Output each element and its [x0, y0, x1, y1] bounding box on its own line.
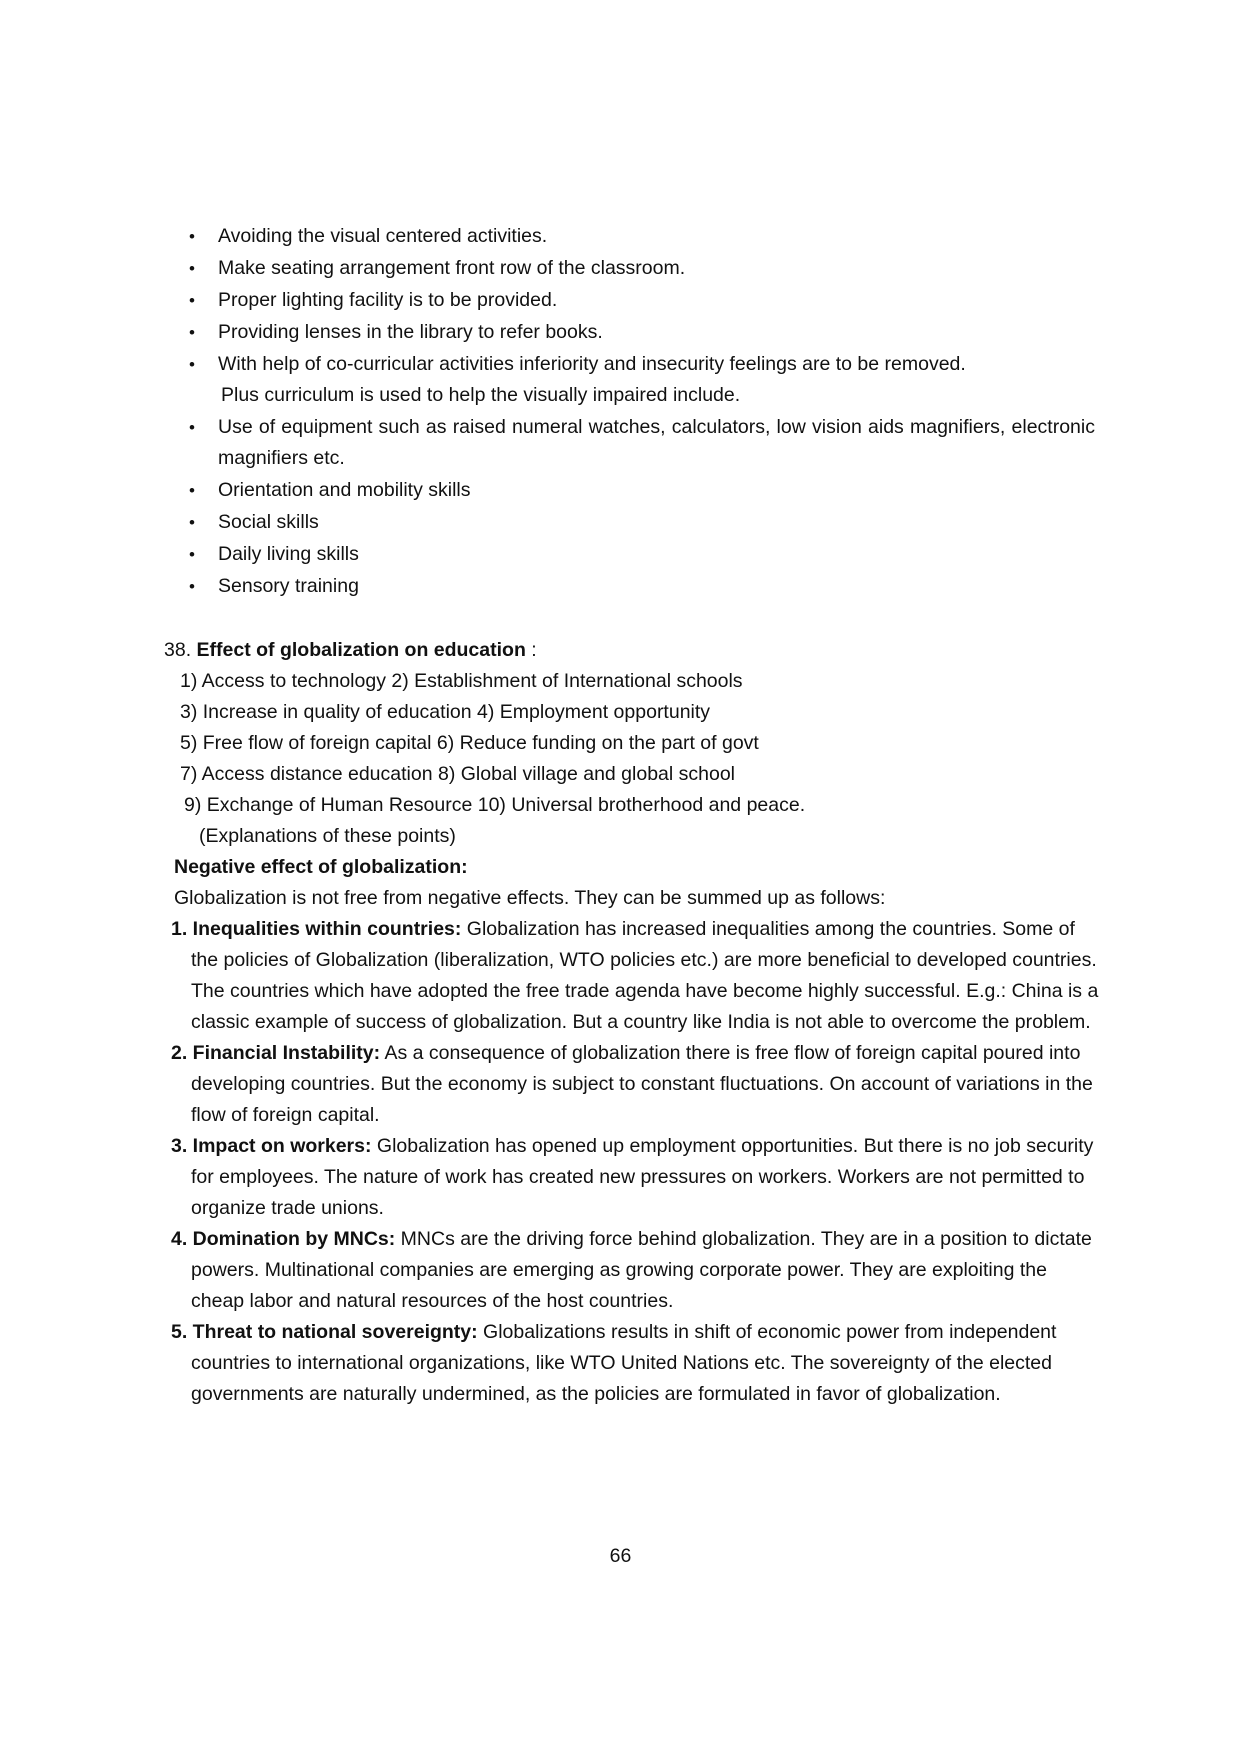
- item-text: As a consequence of globalization there is free flow of foreign capital poured into developing countries. But the economy is subject to constant fluctuations. On account of variations in the flow of foreign capital.: [191, 1042, 1093, 1126]
- page-number: 66: [609, 1545, 632, 1567]
- list-item: [180, 349, 1095, 411]
- bullet-icon: •: [189, 513, 195, 532]
- list-item: [164, 1038, 1104, 1131]
- bullet-icon: •: [189, 545, 195, 564]
- point-line: 3) Increase in quality of education 4) Employment opportunity: [180, 701, 711, 723]
- bullet-icon: •: [189, 323, 195, 342]
- point-line: 9) Exchange of Human Resource 10) Universal brotherhood and peace.: [184, 794, 806, 816]
- negative-effects-intro: Globalization is not free from negative effects. They can be summed up as follows:: [174, 887, 886, 909]
- item-text: MNCs are the driving force behind globalization. They are in a position to dictate powers. Multinational companies are emerging as growing corporate power. They are exploiting the cheap labor and natural resources of the host countries.: [191, 1228, 1092, 1312]
- list-item: [180, 571, 1095, 602]
- list-item: [164, 1131, 1104, 1224]
- list-item-text: Social skills: [218, 511, 319, 533]
- section-title: Effect of globalization on education: [196, 639, 526, 661]
- explanation-note: (Explanations of these points): [199, 825, 456, 847]
- point-line: 5) Free flow of foreign capital 6) Reduce funding on the part of govt: [180, 732, 759, 754]
- item-label: 1. Inequalities within countries:: [171, 918, 462, 940]
- bullet-icon: •: [189, 577, 195, 596]
- point-line: 1) Access to technology 2) Establishment of International schools: [180, 670, 743, 692]
- section-heading: [164, 635, 1104, 666]
- list-item: [180, 285, 1095, 316]
- item-text: Globalizations results in shift of economic power from independent countries to international organizations, like WTO United Nations etc. The sovereignty of the elected governments are naturally undermined, as the policies are formulated in favor of globalization.: [191, 1321, 1057, 1405]
- list-item: [180, 317, 1095, 348]
- item-label: 2. Financial Instability:: [171, 1042, 381, 1064]
- list-item-text: Make seating arrangement front row of the classroom.: [218, 257, 686, 279]
- bullet-icon: •: [189, 227, 195, 246]
- list-item: [180, 507, 1095, 538]
- list-item-text: With help of co-curricular activities inferiority and insecurity feelings are to be removed.: [218, 353, 966, 375]
- item-label: 3. Impact on workers:: [171, 1135, 372, 1157]
- list-item-text: Proper lighting facility is to be provided.: [218, 289, 558, 311]
- item-label: 5. Threat to national sovereignty:: [171, 1321, 478, 1343]
- section-title-suffix: :: [525, 639, 537, 661]
- support-measures-list: [180, 221, 1095, 603]
- bullet-icon: •: [189, 291, 195, 310]
- list-item: [164, 1224, 1104, 1317]
- item-text: Globalization has opened up employment opportunities. But there is no job security for employees. The nature of work has created new pressures on workers. Workers are not permitted to organize trade unions.: [191, 1135, 1094, 1219]
- bullet-icon: •: [189, 418, 195, 437]
- list-item: [164, 914, 1104, 1038]
- list-item-text: Avoiding the visual centered activities.: [218, 225, 548, 247]
- item-label: 4. Domination by MNCs:: [171, 1228, 396, 1250]
- list-item: [180, 475, 1095, 506]
- negative-effects-heading: Negative effect of globalization:: [174, 856, 468, 878]
- bullet-icon: •: [189, 481, 195, 500]
- section-number: 38.: [164, 639, 192, 661]
- list-item-text: Providing lenses in the library to refer books.: [218, 321, 603, 343]
- point-line: 7) Access distance education 8) Global village and global school: [180, 763, 736, 785]
- list-item-text: Daily living skills: [218, 543, 359, 565]
- list-item: [180, 539, 1095, 570]
- item-text: Globalization has increased inequalities among the countries. Some of the policies of Globalization (liberalization, WTO policies etc.) are more beneficial to developed countries. The countries which have adopted the free trade agenda have become highly successful. E.g.: China is a classic example of success of globalization. But a country like India is not able to overcome the problem.: [191, 918, 1099, 1033]
- list-item-text: Use of equipment such as raised numeral watches, calculators, low vision aids magnifiers, electronic magnifiers etc.: [218, 416, 1095, 469]
- list-item-text: Sensory training: [218, 575, 359, 597]
- list-item: [180, 412, 1095, 474]
- list-item-continuation: Plus curriculum is used to help the visually impaired include.: [221, 384, 741, 406]
- section-38: [164, 635, 1104, 1410]
- list-item-text: Orientation and mobility skills: [218, 479, 471, 501]
- bullet-icon: •: [189, 355, 195, 374]
- list-item: [180, 221, 1095, 252]
- negative-effects-list: [164, 914, 1104, 1410]
- list-item: [180, 253, 1095, 284]
- bullet-icon: •: [189, 259, 195, 278]
- list-item: [164, 1317, 1104, 1410]
